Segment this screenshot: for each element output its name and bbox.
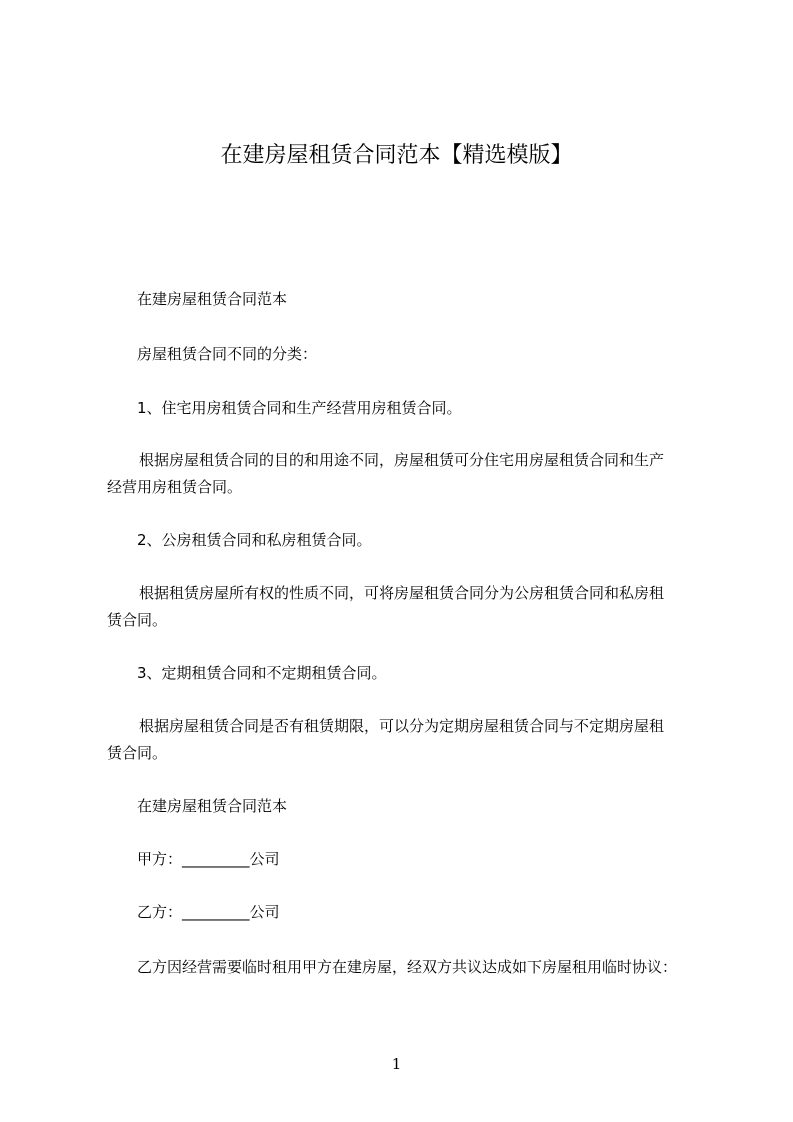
- paragraph-item-1-body-line-1: 根据房屋租赁合同的目的和用途不同，房屋租赁可分住宅用房屋租赁合同和生产: [139, 451, 665, 469]
- paragraph-template-heading-2: 在建房屋租赁合同范本: [137, 797, 288, 815]
- paragraph-item-3-body-line-2: 赁合同。: [107, 744, 168, 762]
- paragraph-classification-intro: 房屋租赁合同不同的分类：: [137, 345, 318, 363]
- paragraph-heading-template: 在建房屋租赁合同范本: [137, 290, 288, 308]
- paragraph-item-1-body-line-2: 经营用房租赁合同。: [107, 478, 243, 496]
- paragraph-item-2-body-line-2: 赁合同。: [107, 611, 168, 629]
- document-title: 在建房屋租赁合同范本【精选模版】: [220, 143, 573, 168]
- page-number: 1: [391, 1055, 402, 1073]
- agreement-intro-line: 乙方因经营需要临时租用甲方在建房屋，经双方共议达成如下房屋租用临时协议：: [137, 958, 678, 976]
- paragraph-item-2-heading: 2、公房租赁合同和私房租赁合同。: [137, 531, 372, 549]
- paragraph-item-3-body-line-1: 根据房屋租赁合同是否有租赁期限，可以分为定期房屋租赁合同与不定期房屋租: [139, 717, 665, 735]
- paragraph-item-3-heading: 3、定期租赁合同和不定期租赁合同。: [137, 664, 387, 682]
- party-a-line: 甲方：_________公司: [137, 850, 280, 868]
- paragraph-item-1-heading: 1、住宅用房租赁合同和生产经营用房租赁合同。: [137, 399, 462, 417]
- paragraph-item-2-body-line-1: 根据租赁房屋所有权的性质不同，可将房屋租赁合同分为公房租赁合同和私房租: [139, 584, 665, 602]
- party-b-line: 乙方：_________公司: [137, 903, 280, 921]
